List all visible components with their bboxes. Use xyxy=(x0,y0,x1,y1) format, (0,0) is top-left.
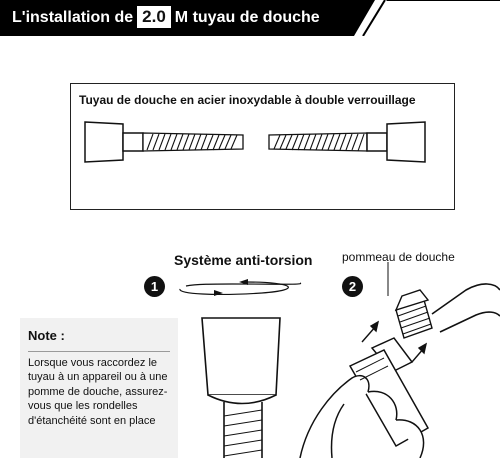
step-1-badge: 1 xyxy=(144,276,165,297)
hose-caption: Tuyau de douche en acier inoxydable à double verrouillage xyxy=(79,93,416,107)
step-2-badge: 2 xyxy=(342,276,363,297)
hand-with-fitting xyxy=(300,338,428,458)
note-title: Note : xyxy=(28,328,65,343)
rotation-arrowhead-icon xyxy=(214,290,223,296)
title-size-badge: 2.0 xyxy=(137,6,171,28)
rotation-arrows-icon xyxy=(180,282,301,294)
hose-coil-pattern xyxy=(224,410,262,456)
shower-handle xyxy=(432,284,500,332)
anti-torsion-label: Système anti-torsion xyxy=(174,252,313,268)
note-divider xyxy=(28,351,170,352)
note-body: Lorsque vous raccordez le tuyau à un appareil ou à une pomme de douche, assurez-vous que les rondelles d'étanchéité sont en place xyxy=(28,357,168,427)
note-panel xyxy=(20,318,178,458)
threaded-connector xyxy=(396,290,432,338)
title-before: L'installation de xyxy=(12,9,134,26)
title-after: M tuyau de douche xyxy=(174,9,320,26)
shower-head-label: pommeau de douche xyxy=(342,250,455,264)
hose-nut-fitting xyxy=(202,318,280,458)
